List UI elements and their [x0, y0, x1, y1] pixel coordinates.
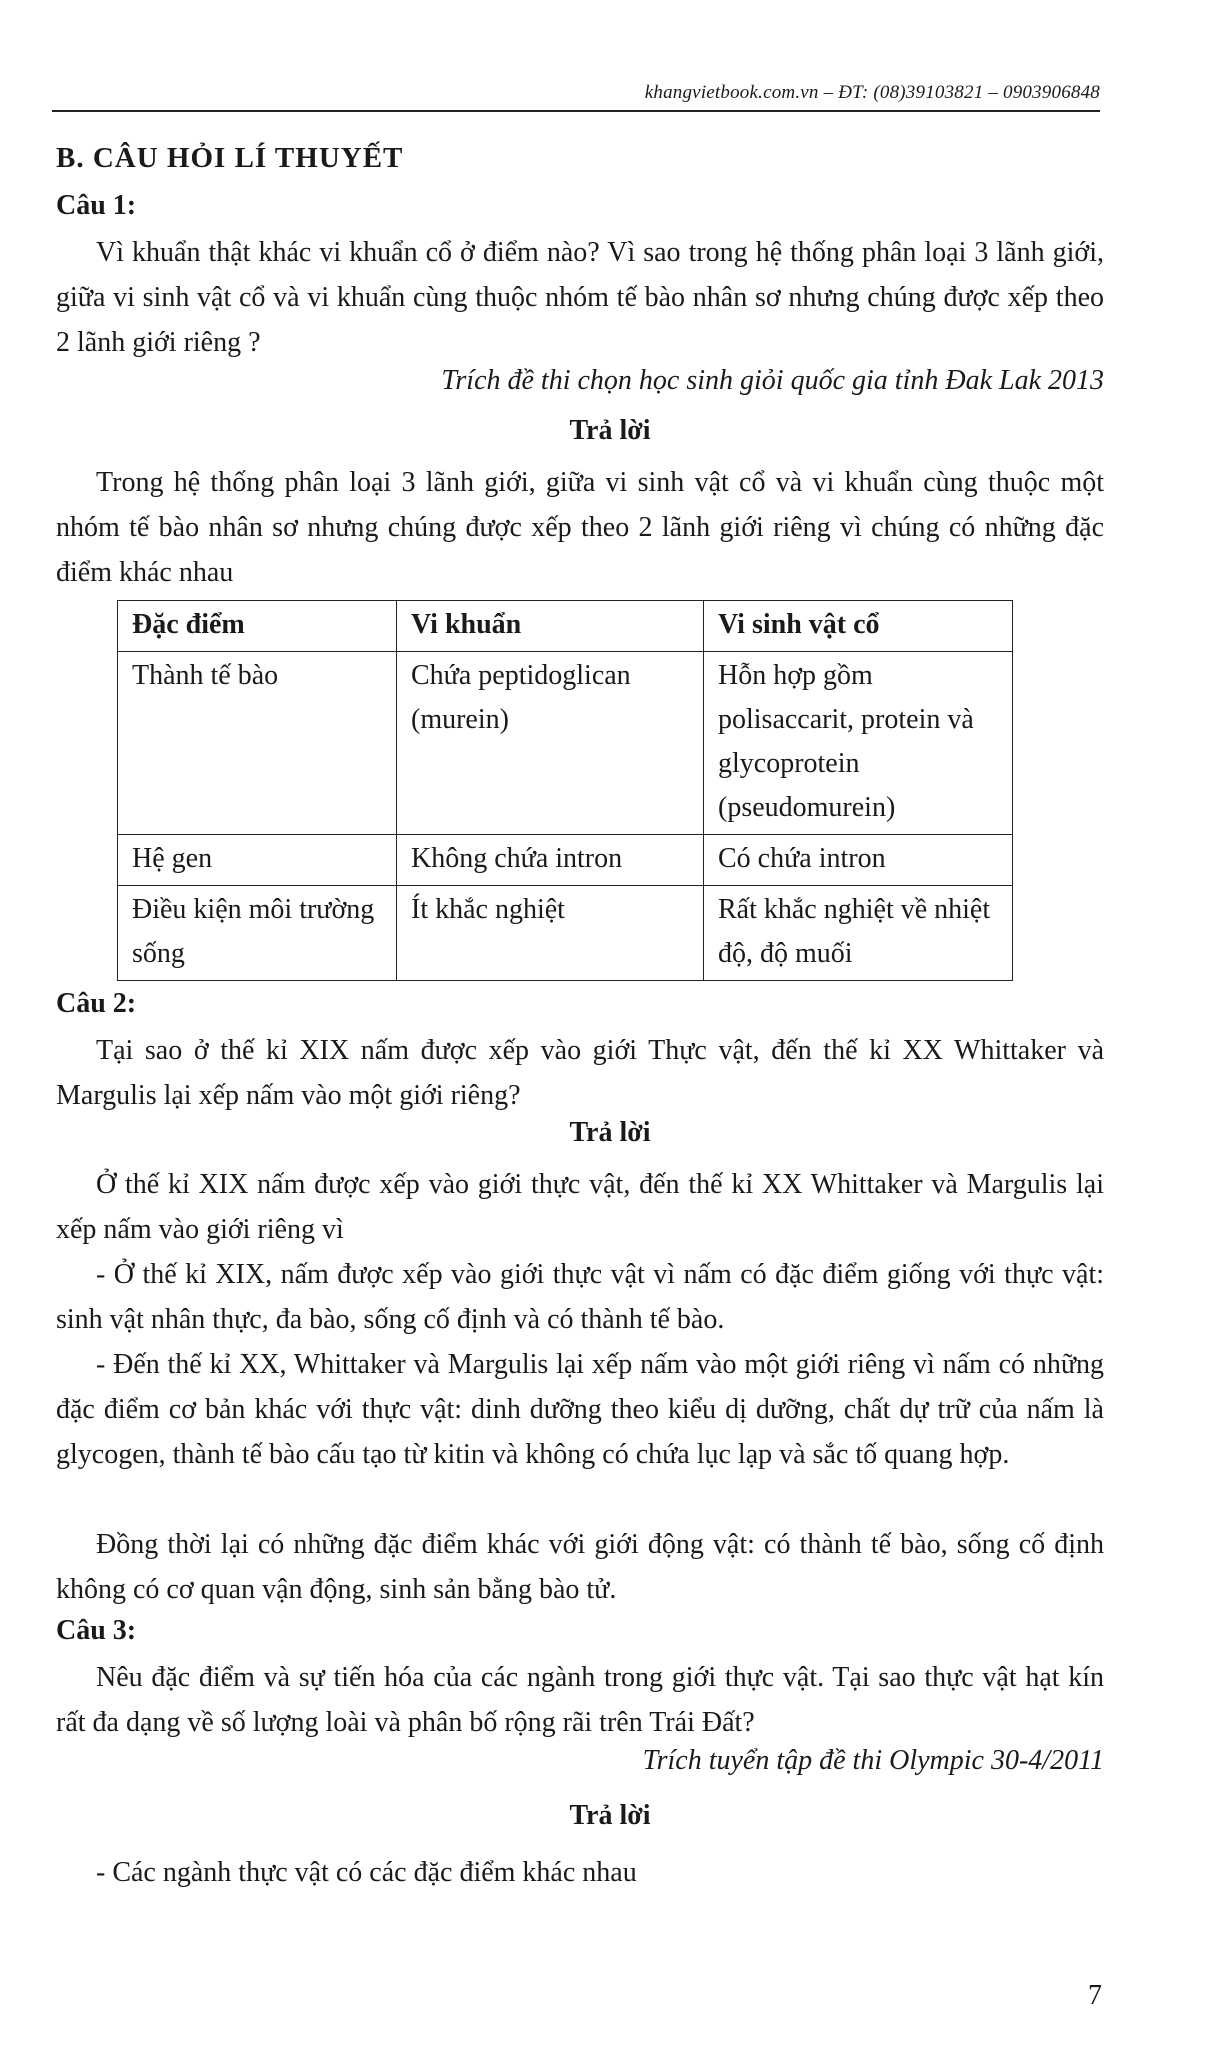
- header-divider: [52, 110, 1100, 112]
- question-2-answer-label: Trả lời: [569, 1117, 651, 1148]
- table-cell: Ít khắc nghiệt: [397, 886, 704, 981]
- question-2-answer-p3: - Đến thế kỉ XX, Whittaker và Margulis lại xếp nấm vào một giới riêng vì nấm có những đặc điểm cơ bản khác với thực vật: dinh dưỡng theo kiểu dị dưỡng, chất dự trữ của nấm là glycogen, thành tế bào cấu tạo từ kitin và không có chứa lục lạp và sắc tố quang hợp.: [56, 1349, 1104, 1470]
- question-2-text: Tại sao ở thế kỉ XIX nấm được xếp vào giới Thực vật, đến thế kỉ XX Whittaker và Margulis lại xếp nấm vào một giới riêng?: [56, 1035, 1104, 1111]
- section-title: B. CÂU HỎI LÍ THUYẾT: [56, 142, 404, 174]
- question-1-text: Vì khuẩn thật khác vi khuẩn cổ ở điểm nào? Vì sao trong hệ thống phân loại 3 lãnh giới, giữa vi sinh vật cổ và vi khuẩn cùng thuộc nhóm tế bào nhân sơ nhưng chúng được xếp theo 2 lãnh giới riêng ?: [56, 237, 1104, 358]
- table-row: [118, 835, 1013, 886]
- table-cell: Hệ gen: [118, 835, 397, 886]
- table-cell: Điều kiện môi trường sống: [118, 886, 397, 981]
- table-header-cell: Vi sinh vật cổ: [704, 601, 1013, 652]
- comparison-table: [117, 600, 1013, 981]
- table-header-cell: Vi khuẩn: [397, 601, 704, 652]
- table-row: [118, 652, 1013, 835]
- table-cell: Thành tế bào: [118, 652, 397, 835]
- table-cell: Rất khắc nghiệt về nhiệt độ, độ muối: [704, 886, 1013, 981]
- table-header-row: [118, 601, 1013, 652]
- table-header-cell: Đặc điểm: [118, 601, 397, 652]
- table-cell: Hỗn hợp gồm polisaccarit, protein và glycoprotein (pseudomurein): [704, 652, 1013, 835]
- table-row: [118, 886, 1013, 981]
- page-header: khangvietbook.com.vn – ĐT: (08)39103821 – 0903906848: [644, 82, 1100, 103]
- page-number: 7: [1088, 1980, 1102, 2011]
- question-2-answer-p4: Đồng thời lại có những đặc điểm khác với giới động vật: có thành tế bào, sống cố định không có cơ quan vận động, sinh sản bằng bào tử.: [56, 1529, 1104, 1605]
- question-3-answer-p1: - Các ngành thực vật có các đặc điểm khác nhau: [96, 1857, 637, 1888]
- question-3-answer-label: Trả lời: [569, 1800, 651, 1831]
- question-3-text: Nêu đặc điểm và sự tiến hóa của các ngành trong giới thực vật. Tại sao thực vật hạt kín rất đa dạng về số lượng loài và phân bố rộng rãi trên Trái Đất?: [56, 1662, 1104, 1738]
- question-2-answer-p2: - Ở thế kỉ XIX, nấm được xếp vào giới thực vật vì nấm có đặc điểm giống với thực vật: sinh vật nhân thực, đa bào, sống cố định và có thành tế bào.: [56, 1259, 1104, 1335]
- question-3-title: Câu 3:: [56, 1615, 137, 1646]
- question-1-source: Trích đề thi chọn học sinh giỏi quốc gia tỉnh Đak Lak 2013: [441, 365, 1104, 396]
- question-2-title: Câu 2:: [56, 988, 137, 1019]
- question-3-source: Trích tuyển tập đề thi Olympic 30-4/2011: [642, 1745, 1104, 1776]
- question-2-answer-p1: Ở thế kỉ XIX nấm được xếp vào giới thực vật, đến thế kỉ XX Whittaker và Margulis lại xếp nấm vào giới riêng vì: [56, 1169, 1104, 1245]
- table-cell: Có chứa intron: [704, 835, 1013, 886]
- table-cell: Chứa peptidoglican (murein): [397, 652, 704, 835]
- table-cell: Không chứa intron: [397, 835, 704, 886]
- question-1-answer-label: Trả lời: [569, 415, 651, 446]
- question-1-title: Câu 1:: [56, 190, 137, 221]
- question-1-answer-intro: Trong hệ thống phân loại 3 lãnh giới, giữa vi sinh vật cổ và vi khuẩn cùng thuộc một nhóm tế bào nhân sơ nhưng chúng được xếp theo 2 lãnh giới riêng vì chúng có những đặc điểm khác nhau: [56, 467, 1104, 588]
